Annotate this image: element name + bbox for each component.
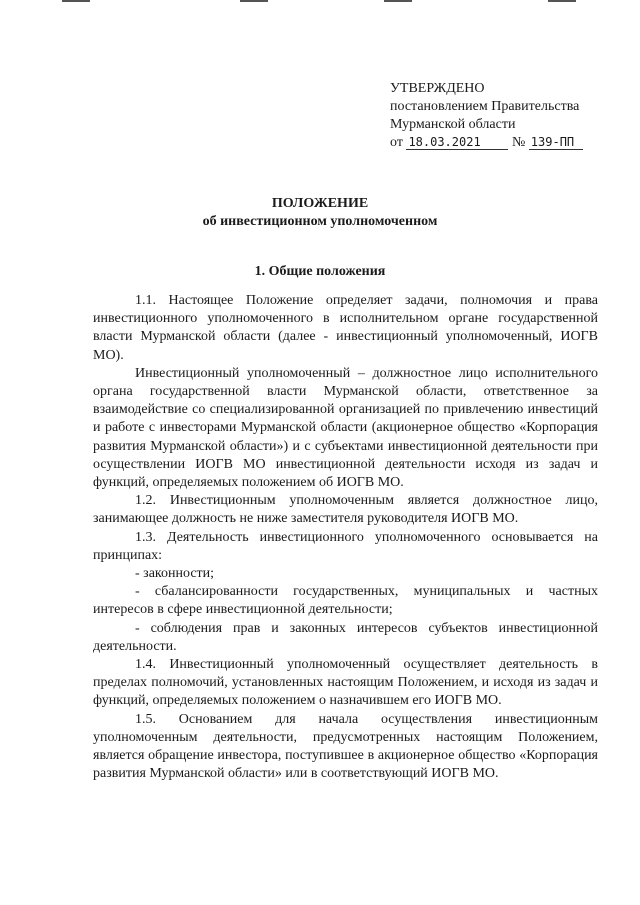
approval-date-line bbox=[390, 134, 583, 152]
number-value: 139-ПП bbox=[529, 135, 583, 150]
approval-line1: УТВЕРЖДЕНО bbox=[390, 81, 485, 96]
document-subtitle: об инвестиционном уполномоченном bbox=[202, 214, 438, 229]
list-item: - соблюдения прав и законных интересов субъектов инвестиционной деятельности. bbox=[93, 620, 598, 654]
date-prefix: от bbox=[390, 135, 403, 150]
paragraph: 1.1. Настоящее Положение определяет задачи, полномочия и права инвестиционного уполномоченного в исполнительном органе государственной власти Мурманской области (далее - инвестиционный уполномоченный, ИОГВ МО). bbox=[93, 293, 598, 363]
approval-line3: Мурманской области bbox=[390, 117, 516, 132]
list-item: - законности; bbox=[135, 566, 215, 582]
list-item: - сбалансированности государственных, муниципальных и частных интересов в сфере инвестиционной деятельности; bbox=[93, 584, 598, 618]
scan-artifact bbox=[62, 0, 90, 2]
document-body bbox=[93, 292, 598, 783]
number-sign: № bbox=[511, 135, 526, 150]
paragraph: 1.4. Инвестиционный уполномоченный осуществляет деятельность в пределах полномочий, установленных настоящим Положением, и исходя из задач и функций, определяемых положением о назначившем его ИОГВ МО. bbox=[93, 657, 598, 709]
paragraph: Инвестиционный уполномоченный – должностное лицо исполнительного органа государственной власти Мурманской области, ответственное за взаимодействие со специализированной организацией по привлечению инвестиций и работе с инвесторами Мурманской области (акционерное общество «Корпорация развития Мурманской области») и с субъектами инвестиционной деятельности при осуществлении ИОГВ МО инвестиционной деятельности исходя из задач и функций, определяемых положением об ИОГВ МО. bbox=[93, 365, 598, 491]
scan-artifact bbox=[548, 0, 576, 2]
document-title: ПОЛОЖЕНИЕ bbox=[271, 196, 369, 211]
date-value: 18.03.2021 bbox=[406, 135, 508, 150]
paragraph: 1.5. Основанием для начала осуществления инвестиционным уполномоченным деятельности, предусмотренных настоящим Положением, является обращение инвестора, поступившее в акционерное общество «Корпорация развития Мурманской области» или в соответствующий ИОГВ МО. bbox=[93, 711, 598, 782]
paragraph: 1.3. Деятельность инвестиционного уполномоченного основывается на принципах: bbox=[93, 529, 598, 563]
scan-artifact bbox=[384, 0, 412, 2]
paragraph: 1.2. Инвестиционным уполномоченным является должностное лицо, занимающее должность не ниже заместителя руководителя ИОГВ МО. bbox=[93, 493, 598, 527]
approval-line2: постановлением Правительства bbox=[390, 99, 580, 114]
section-heading: 1. Общие положения bbox=[254, 264, 386, 279]
scan-artifact bbox=[240, 0, 268, 2]
approval-stamp bbox=[390, 80, 583, 152]
